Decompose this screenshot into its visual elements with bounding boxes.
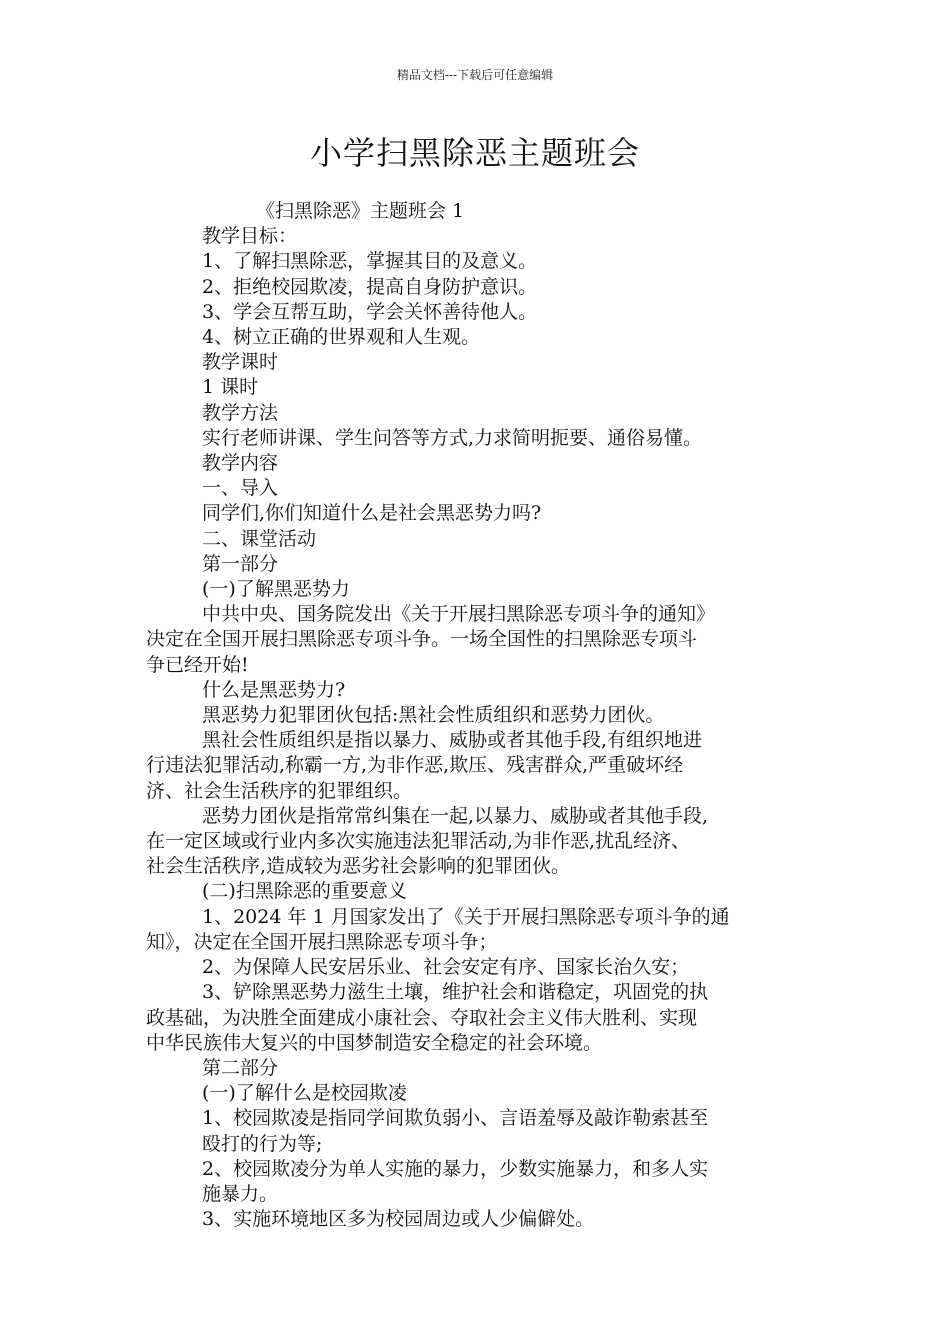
body-line: 2、校园欺凌分为单人实施的暴力，少数实施暴力，和多人实	[202, 1157, 709, 1180]
body-line: 黑社会性质组织是指以暴力、威胁或者其他手段,有组织地进	[202, 729, 703, 752]
body-line: 黑恶势力犯罪团伙包括:黑社会性质组织和恶势力团伙。	[202, 704, 665, 727]
body-line: (一)了解什么是校园欺凌	[202, 1082, 407, 1105]
body-line: 2、拒绝校园欺凌，提高自身防护意识。	[202, 275, 538, 298]
body-line: 殴打的行为等;	[202, 1132, 323, 1155]
header-note: 精品文档---下载后可任意编辑	[396, 68, 554, 82]
body-line: 1、了解扫黑除恶，掌握其目的及意义。	[202, 250, 538, 273]
body-line: 中华民族伟大复兴的中国梦制造安全稳定的社会环境。	[146, 1031, 603, 1054]
body-line: 第二部分	[202, 1056, 279, 1079]
body-line: 行违法犯罪活动,称霸一方,为非作恶,欺压、残害群众,严重破坏经	[146, 754, 684, 777]
body-line: (二)扫黑除恶的重要意义	[202, 880, 407, 903]
body-line: 教学课时	[202, 351, 279, 374]
body-line: 4、树立正确的世界观和人生观。	[202, 326, 481, 349]
body-line: 施暴力。	[202, 1182, 279, 1205]
body-line: 教学目标：	[202, 225, 298, 248]
body-line: 3、实施环境地区多为校园周边或人少偏僻处。	[202, 1208, 595, 1231]
body-line: 1、校园欺凌是指同学间欺负弱小、言语羞辱及敲诈勒索甚至	[202, 1107, 709, 1130]
body-line: 中共中央、国务院发出《关于开展扫黑除恶专项斗争的通知》	[202, 603, 716, 626]
body-line: 同学们,你们知道什么是社会黑恶势力吗?	[202, 502, 542, 525]
body-line: 教学方法	[202, 401, 279, 424]
body-line: 第一部分	[202, 552, 279, 575]
body-line: (一)了解黑恶势力	[202, 578, 350, 601]
body-line: 3、铲除黑恶势力滋生土壤，维护社会和谐稳定，巩固党的执	[202, 981, 709, 1004]
body-line: 决定在全国开展扫黑除恶专项斗争。一场全国性的扫黑除恶专项斗	[146, 628, 698, 651]
body-line: 《扫黑除恶》主题班会 1	[256, 200, 465, 222]
document-title: 小学扫黑除恶主题班会	[309, 134, 640, 172]
body-line: 教学内容	[202, 452, 279, 475]
body-line: 知》，决定在全国开展扫黑除恶专项斗争；	[146, 930, 498, 953]
body-line: 政基础，为决胜全面建成小康社会、夺取社会主义伟大胜利、实现	[146, 1006, 698, 1029]
body-line: 二、课堂活动	[202, 527, 317, 550]
document-body	[146, 199, 810, 1232]
body-line: 在一定区域或行业内多次实施违法犯罪活动,为非作恶,扰乱经济、	[146, 830, 691, 853]
body-line: 社会生活秩序,造成较为恶劣社会影响的犯罪团伙。	[146, 855, 571, 878]
body-line: 恶势力团伙是指常常纠集在一起,以暴力、威胁或者其他手段,	[202, 804, 709, 827]
body-line: 实行老师讲课、学生问答等方式,力求简明扼要、通俗易懂。	[202, 426, 703, 449]
body-line: 3、学会互帮互助，学会关怀善待他人。	[202, 300, 538, 323]
body-line: 争已经开始!	[146, 653, 249, 676]
body-line: 济、社会生活秩序的犯罪组织。	[146, 779, 413, 802]
body-line: 什么是黑恶势力?	[202, 678, 346, 701]
body-line: 1 课时	[202, 376, 259, 399]
body-line: 一、导入	[202, 477, 279, 500]
body-line: 2、为保障人民安居乐业、社会安定有序、国家长治久安；	[202, 956, 690, 979]
body-line: 1、2024 年 1 月国家发出了《关于开展扫黑除恶专项斗争的通	[202, 905, 730, 928]
